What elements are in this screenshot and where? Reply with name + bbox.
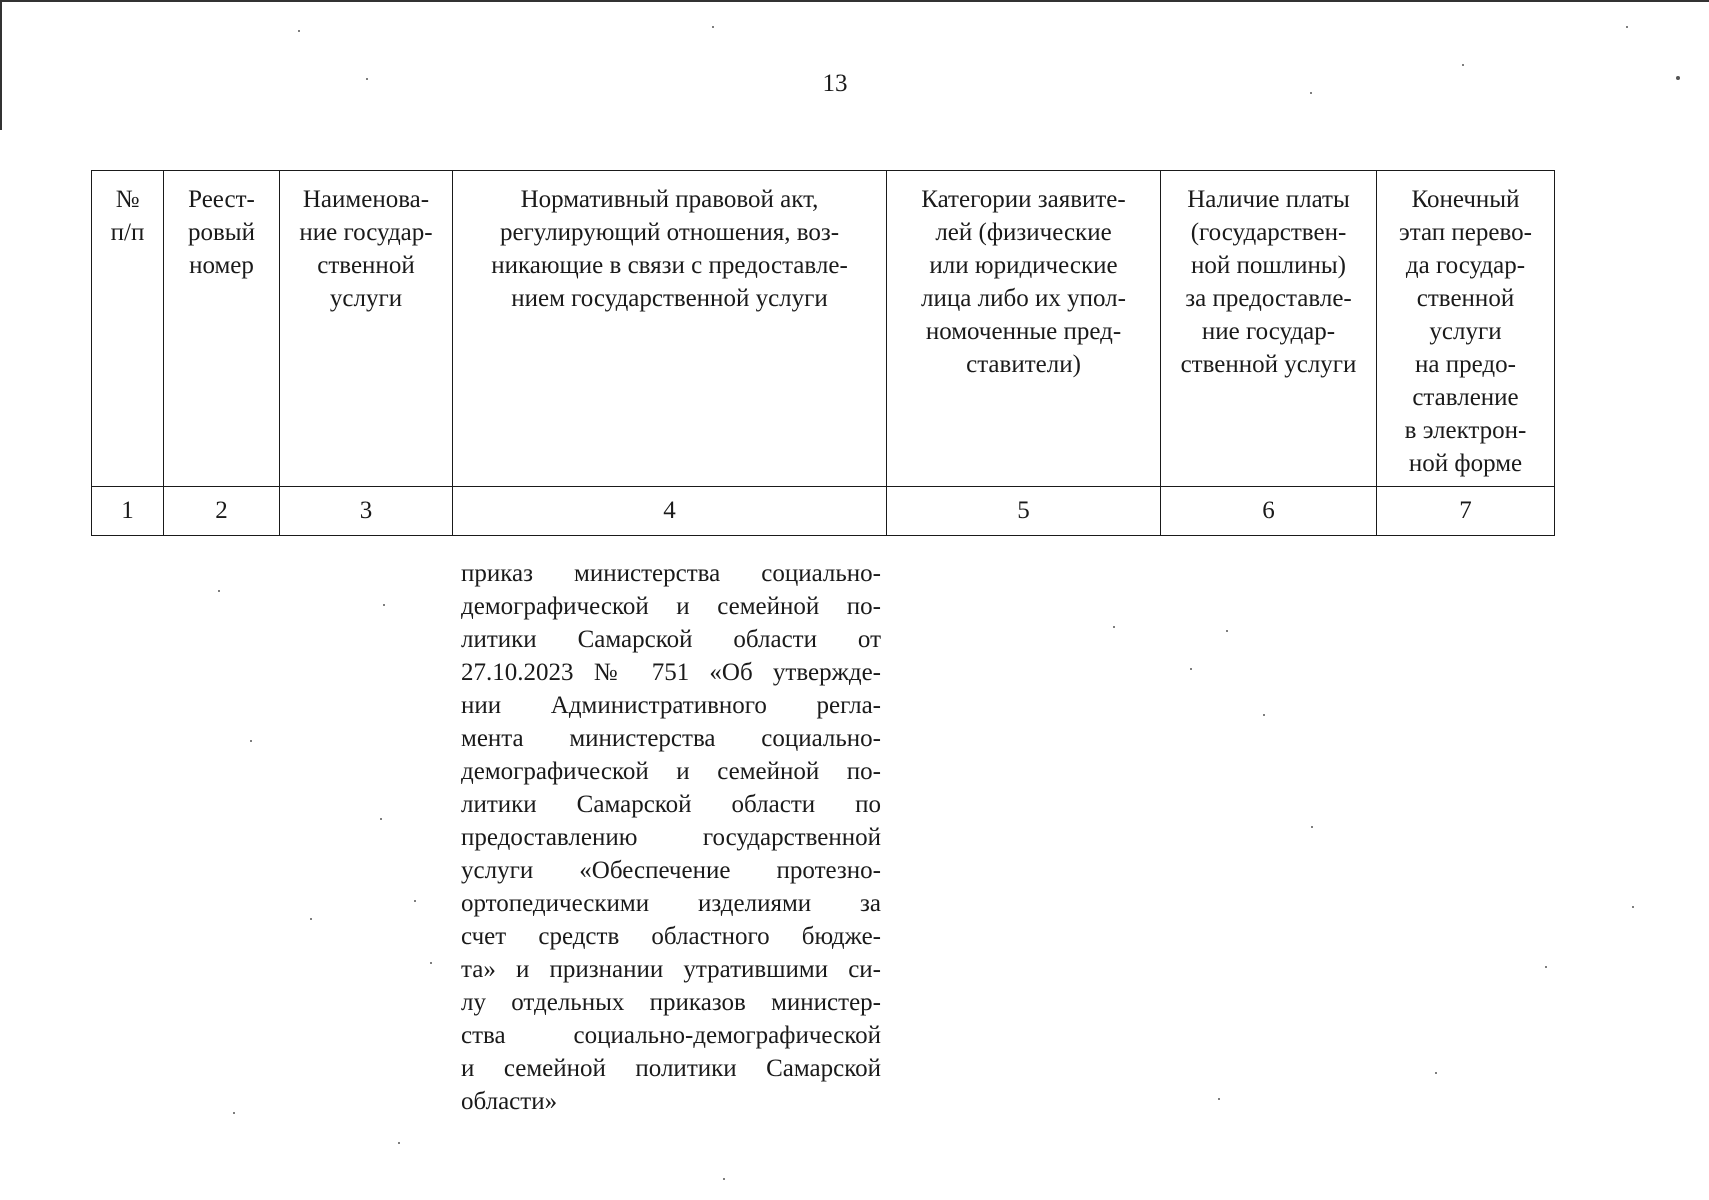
scan-speck xyxy=(414,900,416,902)
text-line: услуги «Обеспечение протезно- xyxy=(461,857,881,884)
text-line: демографической и семейной по- xyxy=(461,593,881,620)
scan-speck xyxy=(1545,966,1547,968)
text-line: предоставлению государственной xyxy=(461,824,881,851)
scan-speck xyxy=(1263,714,1265,716)
column-number-cell: 4 xyxy=(453,487,887,536)
header-cell-number: № п/п xyxy=(92,171,164,487)
page-number: 13 xyxy=(822,70,848,97)
table-header-row xyxy=(92,171,1555,487)
text-line: приказ министерства социально- xyxy=(461,560,881,587)
column-number-cell: 3 xyxy=(280,487,453,536)
scan-speck xyxy=(398,1142,400,1144)
scan-speck xyxy=(1676,76,1680,80)
text-line: счет средств областного бюдже- xyxy=(461,923,881,950)
scan-speck xyxy=(366,78,368,80)
header-cell-legal-act: Нормативный правовой акт, регулирующий отношения, воз- никающие в связи с предоставле- нием государственной услуги xyxy=(453,171,887,487)
text-line: ортопедическими изделиями за xyxy=(461,890,881,917)
text-line: и семейной политики Самарской xyxy=(461,1055,881,1082)
scan-speck xyxy=(1310,92,1312,94)
text-line: ства социально-демографической xyxy=(461,1022,881,1049)
scan-speck xyxy=(310,918,312,920)
header-cell-registry-number: Реест- ровый номер xyxy=(164,171,280,487)
column-number-cell: 2 xyxy=(164,487,280,536)
scan-speck xyxy=(380,818,382,820)
scan-speck xyxy=(430,962,432,964)
text-line: литики Самарской области по xyxy=(461,791,881,818)
text-line: та» и признании утратившими си- xyxy=(461,956,881,983)
scan-speck xyxy=(1632,906,1634,908)
scan-speck xyxy=(383,604,385,606)
column-number-cell: 5 xyxy=(887,487,1161,536)
text-line: лу отдельных приказов министер- xyxy=(461,989,881,1016)
services-table xyxy=(91,170,1555,536)
scan-speck xyxy=(1218,1098,1220,1100)
scan-speck xyxy=(1190,668,1192,670)
scan-speck xyxy=(1435,1072,1437,1074)
header-cell-applicant-categories: Категории заявите- лей (физические или юридические лица либо их упол- номоченные пред- ставители) xyxy=(887,171,1161,487)
scan-speck xyxy=(298,30,300,32)
scan-speck xyxy=(1311,826,1313,828)
text-line: литики Самарской области от xyxy=(461,626,881,653)
text-line: демографической и семейной по- xyxy=(461,758,881,785)
scan-speck xyxy=(1226,630,1228,632)
scan-speck xyxy=(250,740,252,742)
scan-speck xyxy=(712,26,714,28)
header-cell-fee: Наличие платы (государствен- ной пошлины) за предоставле- ние государ- ственной услуги xyxy=(1161,171,1377,487)
scan-edge-left xyxy=(0,0,2,130)
legal-act-text xyxy=(461,557,881,1118)
scan-speck xyxy=(1626,26,1628,28)
column-number-cell: 7 xyxy=(1377,487,1555,536)
scan-speck xyxy=(723,1178,725,1180)
scan-edge-top xyxy=(0,0,1709,2)
text-line: области» xyxy=(461,1088,558,1115)
column-number-cell: 1 xyxy=(92,487,164,536)
text-line: нии Административного регла- xyxy=(461,692,881,719)
scan-speck xyxy=(1462,64,1464,66)
header-cell-service-name: Наименова- ние государ- ственной услуги xyxy=(280,171,453,487)
scan-speck xyxy=(218,590,220,592)
column-number-cell: 6 xyxy=(1161,487,1377,536)
text-line: мента министерства социально- xyxy=(461,725,881,752)
table-number-row xyxy=(92,487,1555,536)
header-cell-final-stage: Конечный этап перево- да государ- ственной услуги на предо- ставление в электрон- ной форме xyxy=(1377,171,1555,487)
text-line: 27.10.2023 № 751 «Об утвержде- xyxy=(461,659,881,686)
scan-speck xyxy=(1113,626,1115,628)
scan-speck xyxy=(233,1112,235,1114)
